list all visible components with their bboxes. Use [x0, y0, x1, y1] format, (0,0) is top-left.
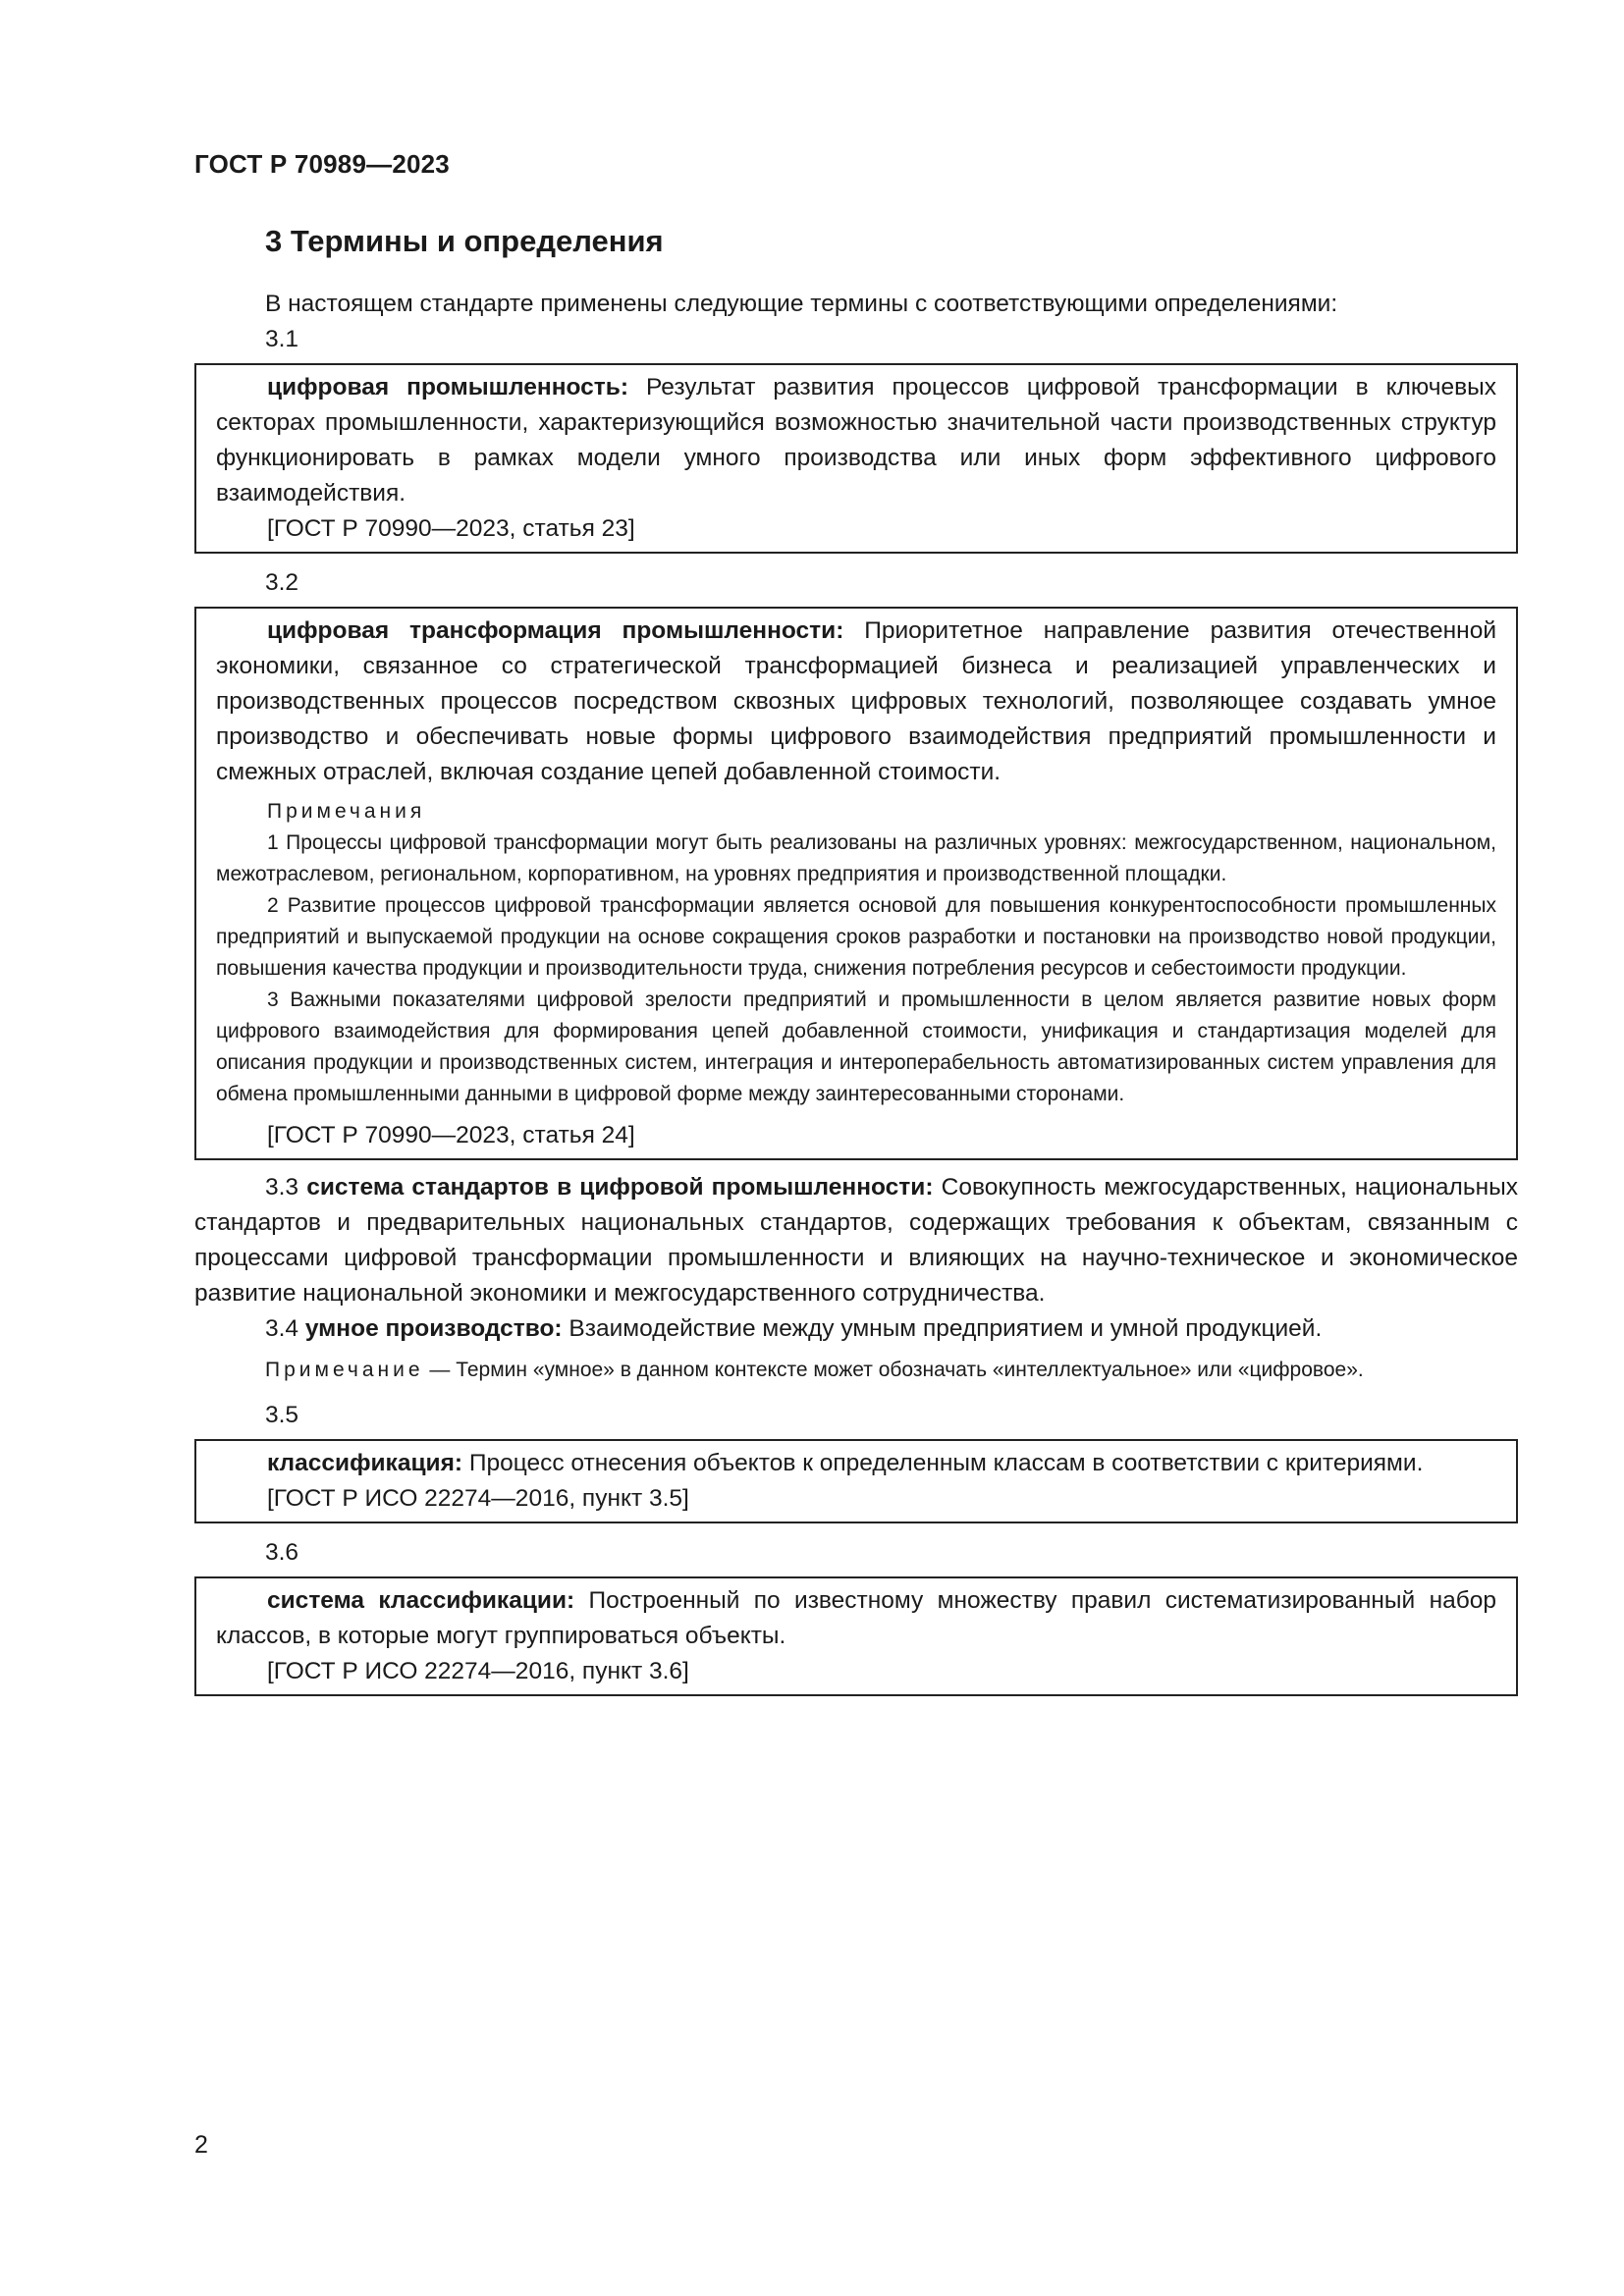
term-box-3-6 — [194, 1576, 1518, 1696]
term-name-3-1: цифровая промышленность: — [267, 374, 628, 400]
term-definition-3-1 — [216, 370, 1496, 511]
term-number-3-4: 3.4 — [265, 1315, 299, 1342]
term-name-3-2: цифровая трансформация промышленности: — [267, 617, 844, 644]
notes-heading-3-2: Примечания — [267, 800, 426, 823]
term-number-3-2: 3.2 — [265, 569, 299, 596]
term-definition-3-5 — [216, 1446, 1496, 1481]
term-text-3-5: Процесс отнесения объектов к определенным классам в соответствии с критериями. — [462, 1450, 1424, 1476]
term-definition-3-4 — [194, 1311, 1518, 1347]
note-1-3-2: 1 Процессы цифровой трансформации могут быть реализованы на различных уровнях: межгосударственном, национальном, межотраслевом, региональном, корпоративном, на уровнях предприятия и производственной площадки. — [216, 831, 1496, 885]
document-code-header: ГОСТ Р 70989—2023 — [194, 149, 450, 179]
term-box-3-5 — [194, 1439, 1518, 1523]
intro-paragraph: В настоящем стандарте применены следующие термины с соответствующими определениями: — [265, 291, 1338, 317]
note-label-3-4: Примечание — [265, 1359, 424, 1381]
term-text-3-4: Взаимодействие между умным предприятием и умной продукцией. — [562, 1315, 1323, 1342]
term-text-3-2: Приоритетное направление развития отечественной экономики, связанное со стратегической трансформацией бизнеса и реализацией управленческих и производственных процессов посредством сквозных цифровых технологий, позволяющее создавать умное производство и обеспечивать новые формы цифрового взаимодействия предприятий промышленности и смежных отраслей, включая создание цепей добавленной стоимости. — [216, 617, 1496, 785]
content-body — [194, 287, 1518, 1696]
term-source-3-6: [ГОСТ Р ИСО 22274—2016, пункт 3.6] — [267, 1658, 689, 1684]
term-definition-3-6 — [216, 1583, 1496, 1654]
term-text-3-1: Результат развития процессов цифровой трансформации в ключевых секторах промышленности, характеризующийся возможностью значительной части производственных структур функционировать в рамках модели умного производства или иных форм эффективного цифрового взаимодействия. — [216, 374, 1496, 507]
term-number-3-1: 3.1 — [265, 326, 299, 352]
term-name-3-3: система стандартов в цифровой промышленности: — [306, 1174, 934, 1201]
term-number-3-3: 3.3 — [265, 1174, 299, 1201]
term-name-3-6: система классификации: — [267, 1587, 575, 1614]
term-source-3-2: [ГОСТ Р 70990—2023, статья 24] — [267, 1122, 635, 1148]
term-source-3-5: [ГОСТ Р ИСО 22274—2016, пункт 3.5] — [267, 1485, 689, 1512]
term-definition-3-2 — [216, 614, 1496, 790]
note-3-4 — [194, 1355, 1518, 1386]
note-text-3-4: — Термин «умное» в данном контексте может обозначать «интеллектуальное» или «цифровое». — [423, 1359, 1364, 1381]
page-number: 2 — [194, 2131, 208, 2159]
note-2-3-2: 2 Развитие процессов цифровой трансформации является основой для повышения конкурентоспособности промышленных предприятий и выпускаемой продукции на основе сокращения сроков разработки и постановки на производство новой продукции, повышения качества продукции и производительности труда, снижения потребления ресурсов и себестоимости продукции. — [216, 894, 1496, 980]
section-title: 3 Термины и определения — [265, 224, 664, 258]
term-box-3-1 — [194, 363, 1518, 554]
term-name-3-5: классификация: — [267, 1450, 463, 1476]
term-name-3-4: умное производство: — [304, 1315, 563, 1342]
term-number-3-6: 3.6 — [265, 1539, 299, 1566]
term-text-3-6: Построенный по известному множеству правил систематизированный набор классов, в которые могут группироваться объекты. — [216, 1587, 1497, 1649]
term-box-3-2 — [194, 607, 1518, 1160]
term-text-3-3: Совокупность межгосударственных, национальных стандартов и предварительных национальных стандартов, содержащих требования к объектам, связанным с процессами цифровой трансформации промышленности и влияющих на научно-техническое и экономическое развитие национальной экономики и межгосударственного сотрудничества. — [194, 1174, 1518, 1307]
term-number-3-5: 3.5 — [265, 1402, 299, 1428]
term-definition-3-3 — [194, 1170, 1518, 1311]
term-source-3-1: [ГОСТ Р 70990—2023, статья 23] — [267, 515, 635, 542]
note-3-3-2: 3 Важными показателями цифровой зрелости предприятий и промышленности в целом является развитие новых форм цифрового взаимодействия для формирования цепей добавленной стоимости, унификация и стандартизация моделей для описания продукции и производственных систем, интеграция и интероперабельность автоматизированных систем управления для обмена промышленными данными в цифровой форме между заинтересованными сторонами. — [216, 988, 1496, 1105]
